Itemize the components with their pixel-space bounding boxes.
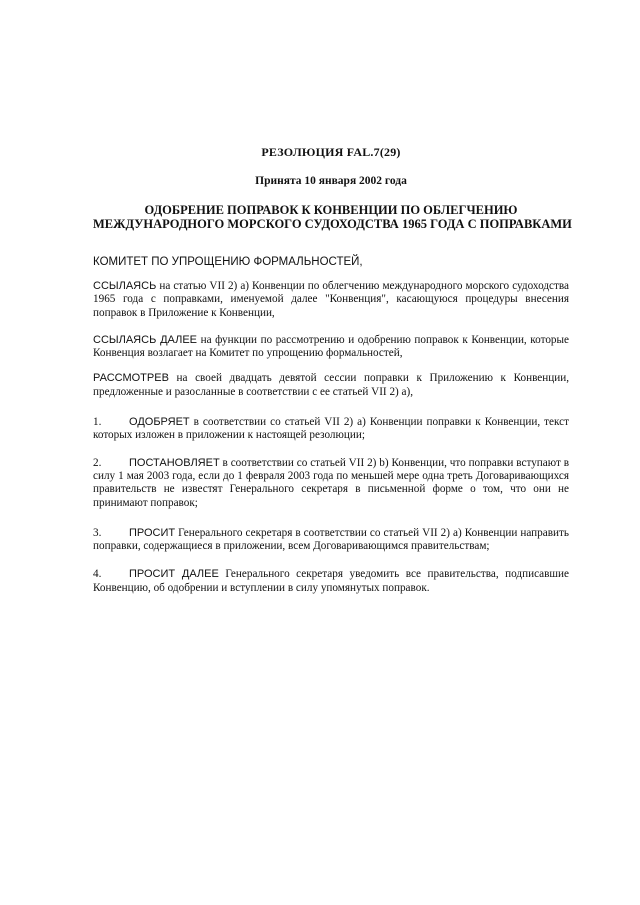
paragraph-text: на функции по рассмотрению и одобрению поправок к Конвенции, которые Конвенция возлагает на Комитет по упрощению формальностей, [93,333,570,360]
paragraph-keyword: ПОСТАНОВЛЯЕТ [129,456,220,469]
paragraph-text: в соответствии со статьей VII 2) а) Конвенции поправки к Конвенции, текст которых изложен в приложении к настоящей резолюции; [93,416,569,442]
resolution-heading [93,203,572,231]
preamble-paragraph [93,372,569,399]
heading-line-2: МЕЖДУНАРОДНОГО МОРСКОГО СУДОХОДСТВА 1965 ГОДА С ПОПРАВКАМИ [93,217,572,231]
preamble-paragraph [93,334,569,361]
paragraph-keyword: ПРОСИТ [129,526,176,539]
paragraph-number: 1. [93,416,102,429]
paragraph-keyword: РАССМОТРЕВ [93,372,169,385]
operative-paragraph [93,416,569,443]
resolution-document [93,145,572,595]
paragraph-number: 3. [93,526,102,539]
paragraph-text: Генерального секретаря уведомить все правительства, подписавшие Конвенцию, об одобрении и вступлении в силу упомянутых поправок. [93,568,569,594]
operative-paragraph [93,568,569,595]
adoption-date: Принята 10 января 2002 года [255,175,407,187]
paragraph-text: на своей двадцать девятой сессии поправки к Приложению к Конвенции, предложенные и разосланные в соответствии с ее статьей VII 2) а), [93,372,569,398]
paragraph-number: 4. [93,568,102,581]
operative-paragraph [93,457,569,510]
operative-paragraph [93,527,569,554]
paragraph-text: на статью VII 2) а) Конвенции по облегчению международного морского судоходства 1965 года с поправками, именуемой далее "Конвенция", касающуюся процедуры внесения поправок в Приложение к Конвенции, [93,280,569,319]
committee-name: КОМИТЕТ ПО УПРОЩЕНИЮ ФОРМАЛЬНОСТЕЙ, [93,256,363,268]
preamble-paragraph [93,280,569,320]
paragraph-text: Генерального секретаря в соответствии со статьей VII 2) а) Конвенции направить поправки, содержащиеся в приложении, всем Договаривающимся правительствам; [93,526,569,553]
paragraph-text: в соответствии со статьей VII 2) b) Конвенции, что поправки вступают в силу 1 мая 2003 года, если до 1 февраля 2003 года по меньшей мере одна треть Договаривающихся правительств не известят Генерального секретаря в письменной форме о том, что они не принимают поправок; [93,456,569,509]
paragraph-keyword: ОДОБРЯЕТ [129,416,190,429]
paragraph-keyword: ССЫЛАЯСЬ [93,280,157,292]
heading-line-1: ОДОБРЕНИЕ ПОПРАВОК К КОНВЕНЦИИ ПО ОБЛЕГЧЕНИЮ [144,203,518,217]
paragraph-keyword: ССЫЛАЯСЬ ДАЛЕЕ [93,333,198,346]
paragraph-number: 2. [93,456,102,469]
resolution-title: РЕЗОЛЮЦИЯ FAL.7(29) [261,145,401,159]
paragraph-keyword: ПРОСИТ ДАЛЕЕ [129,568,219,581]
